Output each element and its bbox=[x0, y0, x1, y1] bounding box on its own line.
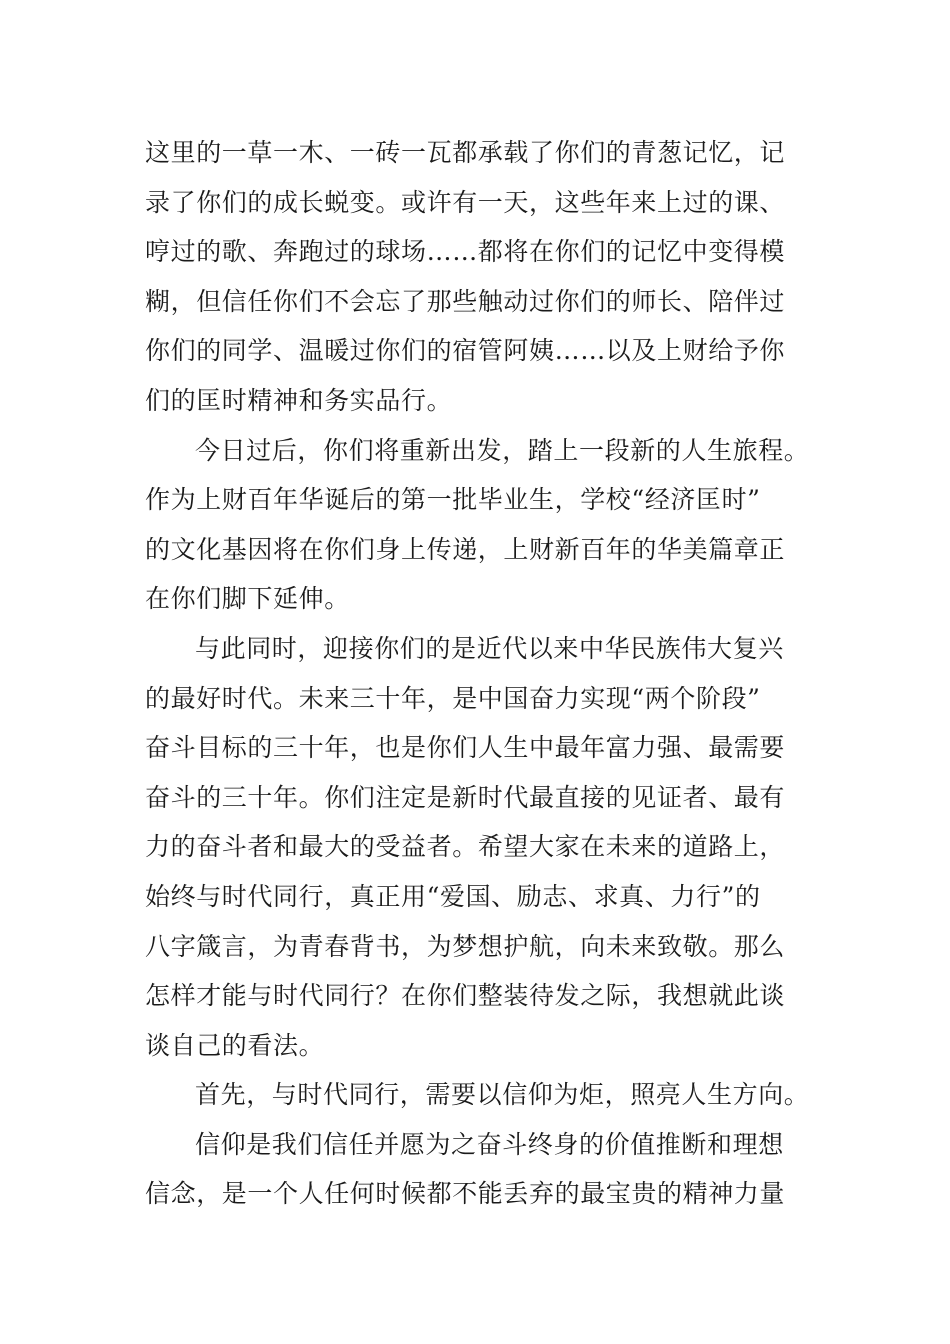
paragraph-start-line: 首先，与时代同行，需要以信仰为炬，照亮人生方向。 bbox=[195, 1080, 810, 1110]
text-line: 信念，是一个人任何时候都不能丢弃的最宝贵的精神力量 bbox=[145, 1179, 786, 1209]
text-line: 的文化基因将在你们身上传递，上财新百年的华美篇章正 bbox=[145, 534, 786, 564]
paragraph-start-line: 与此同时，迎接你们的是近代以来中华民族伟大复兴 bbox=[195, 633, 784, 663]
text-line: 八字箴言，为青春背书，为梦想护航，向未来致敬。那么 bbox=[145, 931, 786, 961]
text-line: 的最好时代。未来三十年，是中国奋力实现“两个阶段” bbox=[145, 683, 761, 713]
text-line: 在你们脚下延伸。 bbox=[145, 584, 350, 614]
text-line: 们的匡时精神和务实品行。 bbox=[145, 385, 453, 415]
text-line: 你们的同学、温暖过你们的宿管阿姨……以及上财给予你 bbox=[145, 336, 786, 366]
paragraph-start-line: 信仰是我们信任并愿为之奋斗终身的价值推断和理想 bbox=[195, 1129, 784, 1159]
text-line: 奋斗的三十年。你们注定是新时代最直接的见证者、最有 bbox=[145, 782, 786, 812]
text-line: 谈自己的看法。 bbox=[145, 1030, 325, 1060]
text-line: 作为上财百年华诞后的第一批毕业生，学校“经济匡时” bbox=[145, 485, 761, 515]
text-line: 怎样才能与时代同行？在你们整装待发之际，我想就此谈 bbox=[145, 981, 786, 1011]
text-line: 奋斗目标的三十年，也是你们人生中最年富力强、最需要 bbox=[145, 733, 786, 763]
text-line: 力的奋斗者和最大的受益者。希望大家在未来的道路上， bbox=[145, 832, 786, 862]
text-line: 录了你们的成长蜕变。或许有一天，这些年来上过的课、 bbox=[145, 187, 786, 217]
text-line: 糊，但信任你们不会忘了那些触动过你们的师长、陪伴过 bbox=[145, 286, 786, 316]
text-line: 这里的一草一木、一砖一瓦都承载了你们的青葱记忆，记 bbox=[145, 138, 786, 167]
text-line: 始终与时代同行，真正用“爱国、励志、求真、力行”的 bbox=[145, 881, 761, 911]
paragraph-start-line: 今日过后，你们将重新出发，踏上一段新的人生旅程。 bbox=[195, 435, 810, 465]
text-line: 哼过的歌、奔跑过的球场……都将在你们的记忆中变得模 bbox=[145, 237, 786, 267]
body-text bbox=[145, 128, 815, 1219]
